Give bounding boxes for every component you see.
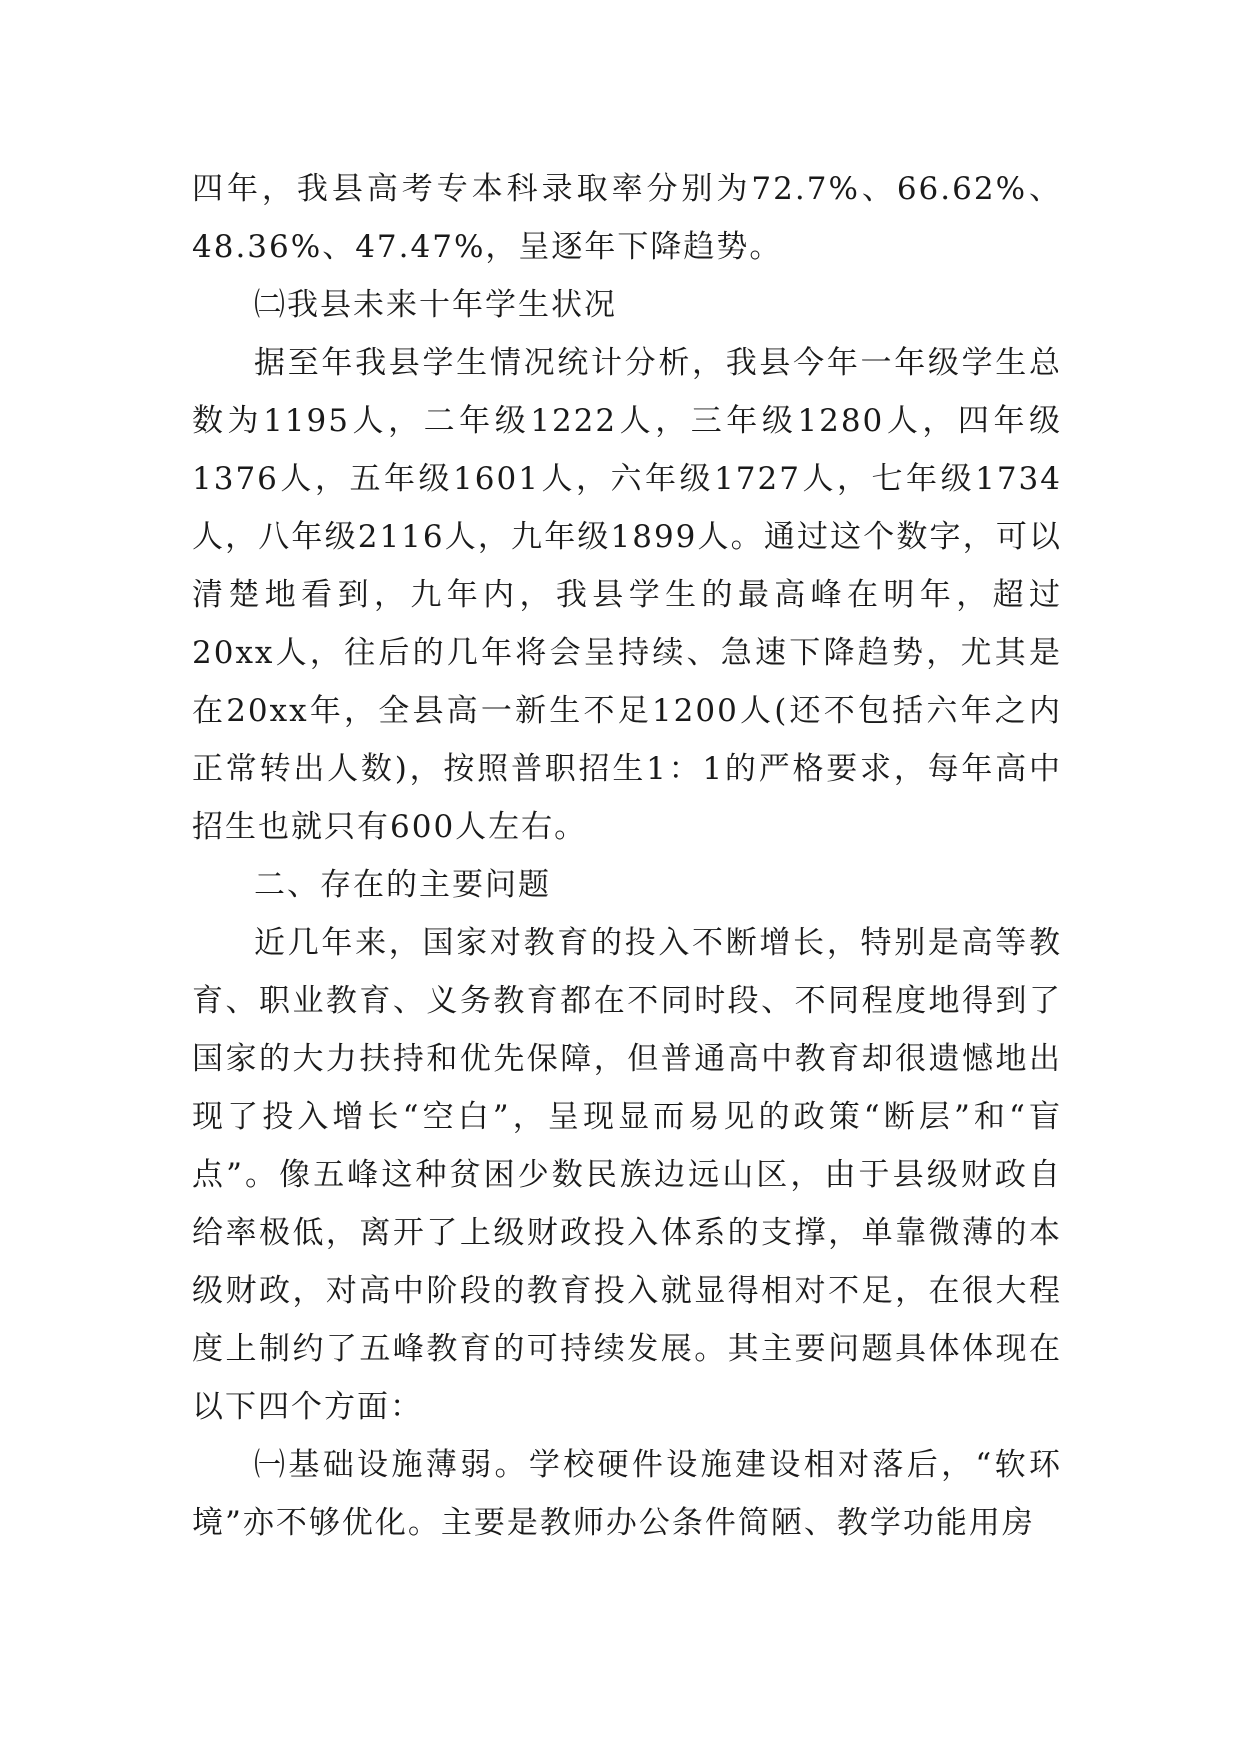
paragraph-admission-rates: 四年，我县高考专本科录取率分别为72.7%、66.62%、48.36%、47.47%，呈逐年下降趋势。 [192, 171, 1062, 265]
section-heading-main-problems: 二、存在的主要问题 [254, 867, 551, 903]
paragraph-infrastructure: ㈠基础设施薄弱。学校硬件设施建设相对落后，“软环境”亦不够优化。主要是教师办公条件简陋、教学功能用房 [192, 1447, 1062, 1541]
document-body [192, 160, 1062, 1552]
paragraph-investment-issues: 近几年来，国家对教育的投入不断增长，特别是高等教育、职业教育、义务教育都在不同时段、不同程度地得到了国家的大力扶持和优先保障，但普通高中教育却很遗憾地出现了投入增长“空白”，呈现显而易见的政策“断层”和“盲点”。像五峰这种贫困少数民族边远山区，由于县级财政自给率极低，离开了上级财政投入体系的支撑，单靠微薄的本级财政，对高中阶段的教育投入就显得相对不足，在很大程度上制约了五峰教育的可持续发展。其主要问题具体体现在以下四个方面： [192, 925, 1062, 1425]
paragraph-student-statistics: 据至年我县学生情况统计分析，我县今年一年级学生总数为1195人，二年级1222人，三年级1280人，四年级1376人，五年级1601人，六年级1727人，七年级1734人，八年级2116人，九年级1899人。通过这个数字，可以清楚地看到，九年内，我县学生的最高峰在明年，超过20xx人，往后的几年将会呈持续、急速下降趋势，尤其是在20xx年，全县高一新生不足1200人(还不包括六年之内正常转出人数)，按照普职招生1：1的严格要求，每年高中招生也就只有600人左右。 [192, 345, 1062, 845]
section-heading-student-status: ㈡我县未来十年学生状况 [254, 287, 617, 323]
